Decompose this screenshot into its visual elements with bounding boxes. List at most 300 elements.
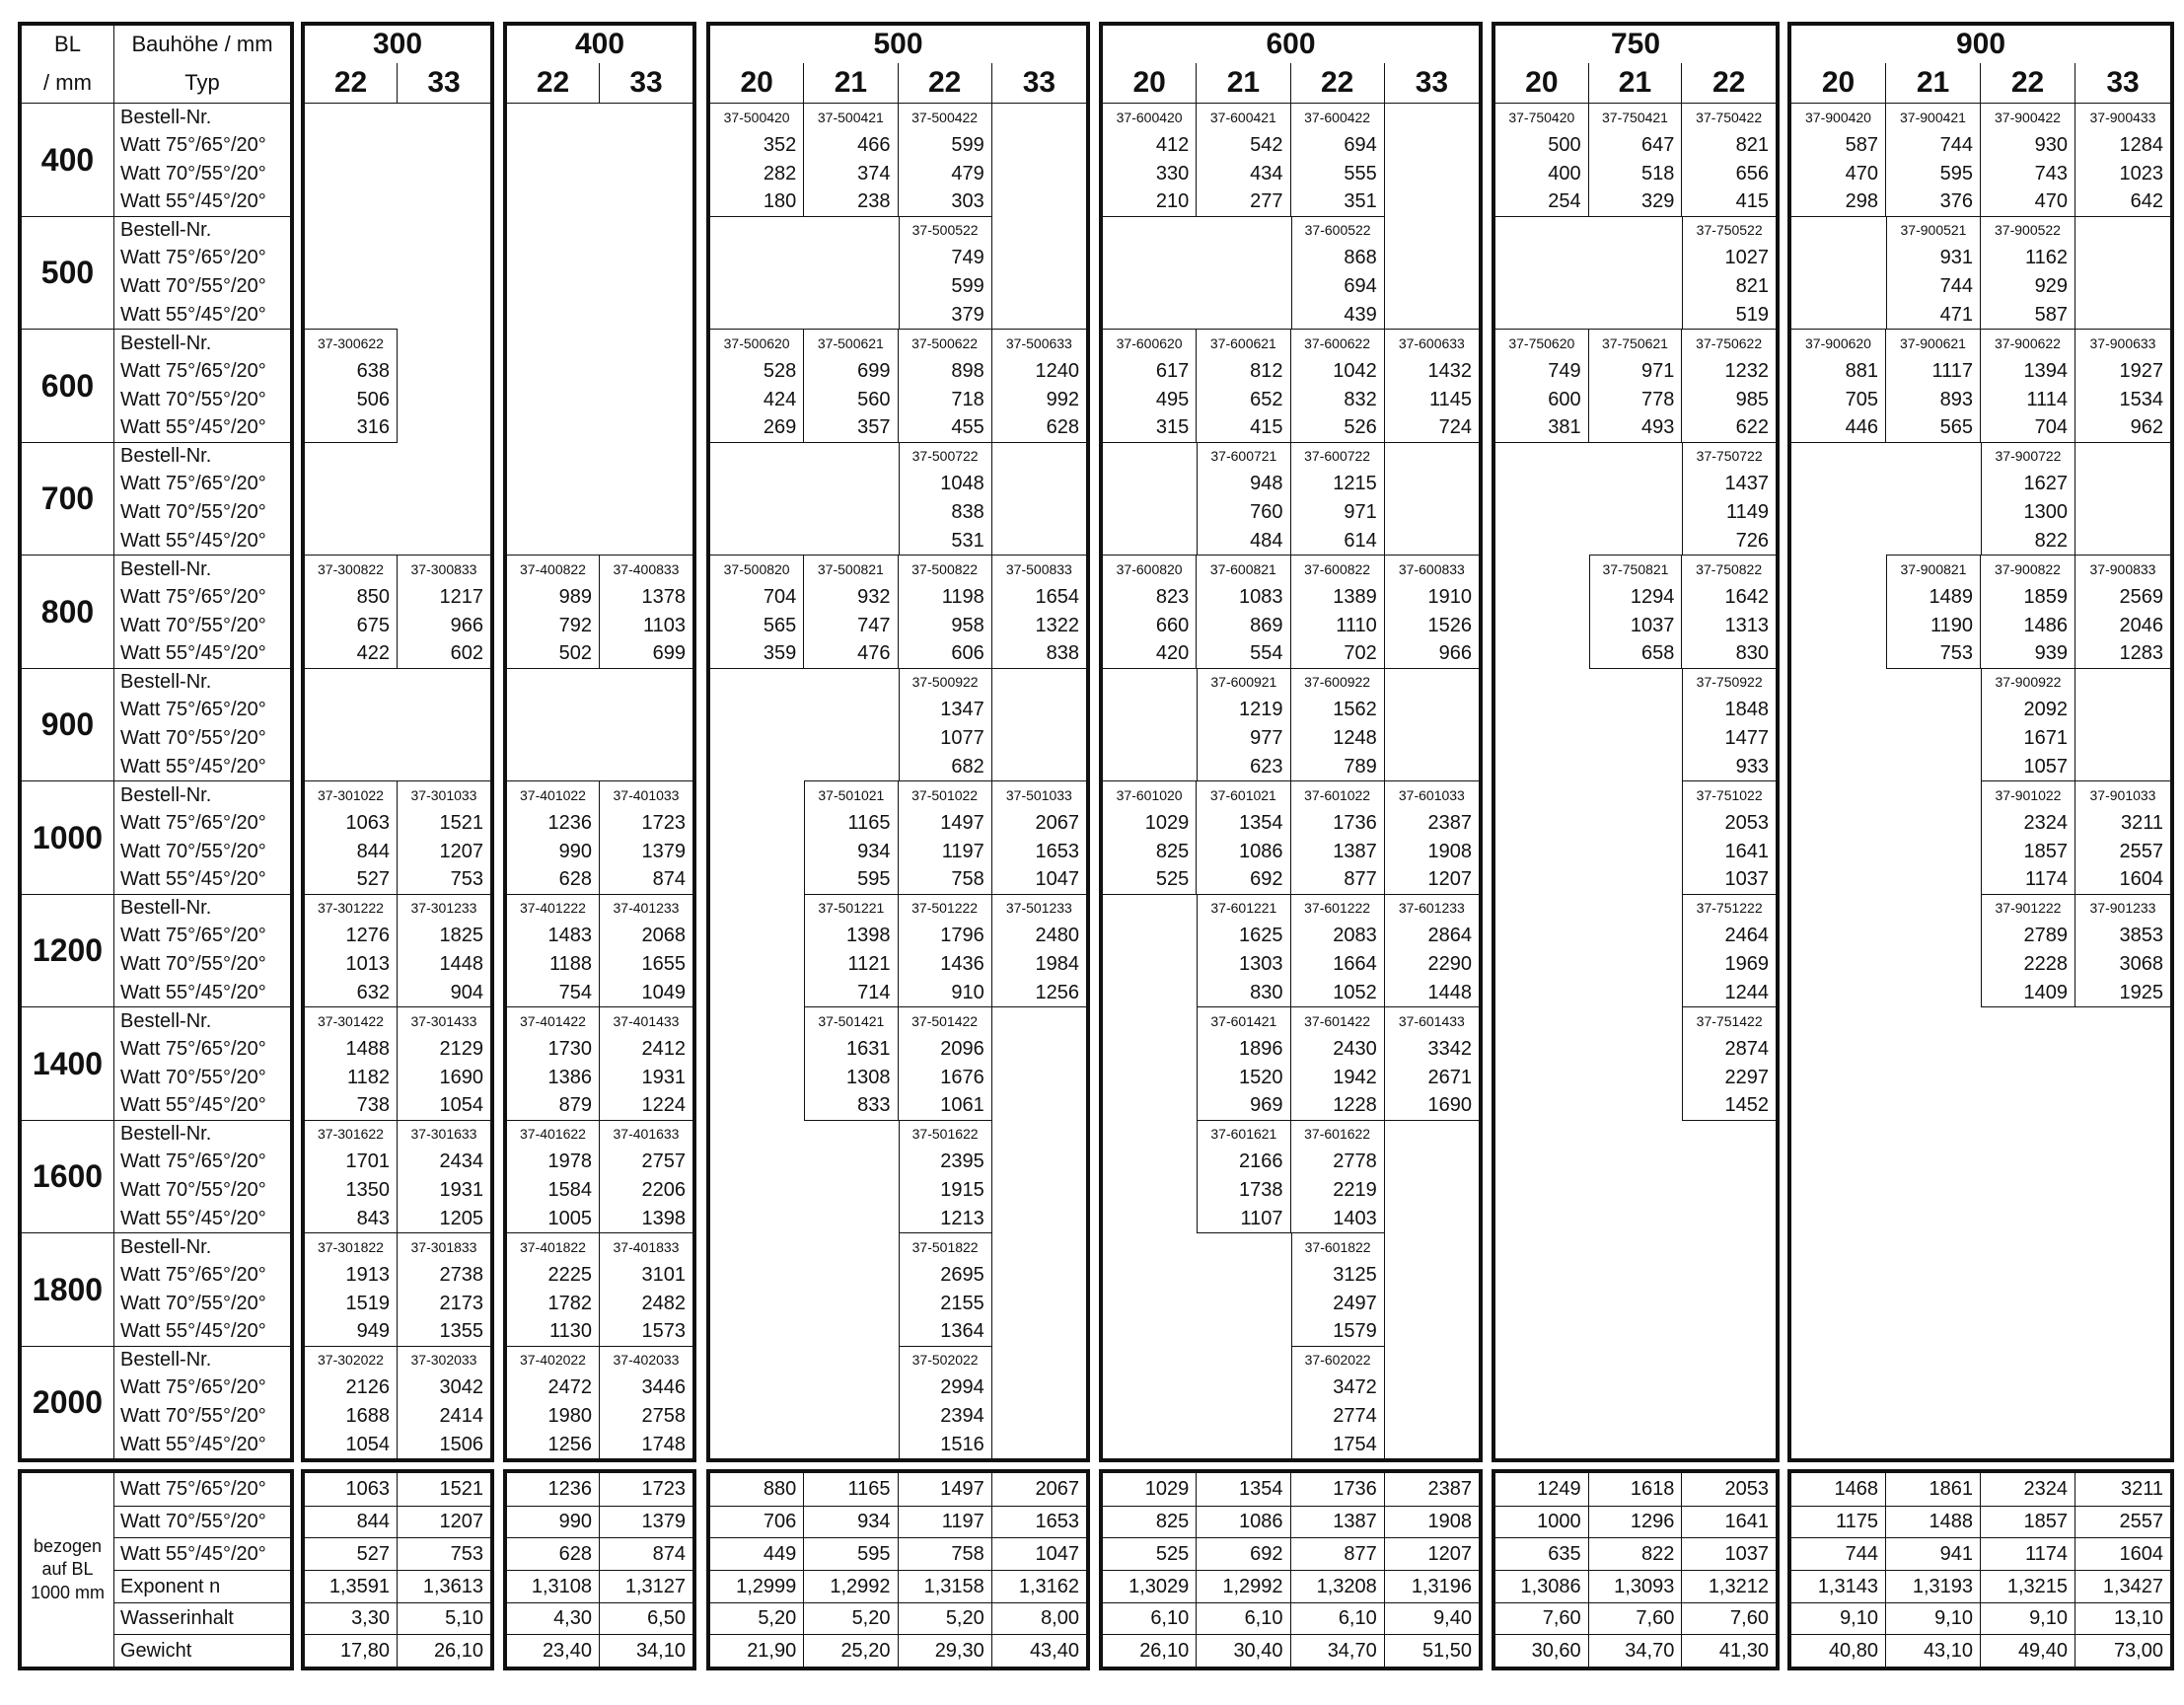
empty-cell — [1197, 1317, 1290, 1346]
summary-panel-750 — [1492, 1469, 1780, 1670]
watt-value: 1969 — [1682, 950, 1776, 979]
watt-value: 992 — [1046, 388, 1079, 410]
summary-label: Wasserinhalt — [114, 1602, 290, 1635]
watt-value: 821 — [1682, 272, 1776, 301]
summary-value: 30,60 — [1495, 1634, 1589, 1667]
bestell-label: Bestell-Nr. — [114, 1006, 290, 1035]
watt-value: 1604 — [2119, 868, 2163, 891]
height-header: 900 — [1955, 28, 2006, 60]
empty-cell — [507, 103, 600, 131]
watt-value: 1240 — [1035, 359, 1079, 382]
order-number: 37-601433 — [1385, 1006, 1479, 1035]
empty-cell — [804, 668, 898, 697]
watt-value: 2228 — [1981, 950, 2075, 979]
watt-value: 1486 — [1981, 611, 2075, 639]
empty-cell — [804, 300, 898, 329]
summary-value: 6,10 — [1291, 1602, 1385, 1635]
watt-value: 415 — [1735, 190, 1769, 213]
bl-value-2000: 2000 — [22, 1346, 114, 1459]
empty-cell — [1495, 1317, 1589, 1346]
watt-value: 1378 — [641, 585, 686, 608]
group-panel-600 — [1099, 22, 1483, 1462]
summary-value: 692 — [1197, 1537, 1290, 1570]
typ-header: Typ — [184, 70, 220, 95]
bl-value-900: 900 — [22, 668, 114, 781]
empty-cell — [992, 244, 1086, 272]
summary-value: 30,40 — [1197, 1634, 1290, 1667]
empty-cell — [1589, 950, 1683, 979]
empty-cell — [1886, 809, 1981, 838]
watt-value: 400 — [1495, 159, 1589, 187]
empty-cell — [305, 159, 398, 187]
empty-cell — [1886, 1317, 1981, 1346]
empty-cell — [1197, 1402, 1290, 1431]
empty-cell — [1385, 696, 1479, 724]
watt-label: Watt 55°/45°/20° — [120, 190, 266, 213]
empty-cell — [710, 1148, 804, 1176]
empty-cell — [1886, 1120, 1981, 1149]
empty-cell — [804, 724, 898, 753]
watt-value: 1228 — [1291, 1091, 1385, 1120]
summary-value: 1086 — [1197, 1506, 1290, 1538]
order-number: 37-600621 — [1197, 329, 1290, 357]
empty-cell — [1103, 1120, 1197, 1149]
order-number: 37-400822 — [507, 555, 600, 583]
summary-value: 822 — [1589, 1537, 1683, 1570]
watt-value: 2497 — [1291, 1289, 1385, 1317]
empty-cell — [1385, 498, 1479, 527]
watt-value: 379 — [899, 300, 992, 329]
empty-cell — [1791, 216, 1886, 245]
empty-cell — [1589, 1063, 1683, 1091]
order-number: 37-600821 — [1197, 555, 1290, 583]
empty-cell — [710, 300, 804, 329]
order-number: 37-401422 — [507, 1006, 600, 1035]
empty-cell — [507, 187, 600, 216]
watt-value: 2126 — [305, 1373, 398, 1402]
bl-value-1600: 1600 — [22, 1120, 114, 1233]
watt-value: 1782 — [507, 1289, 600, 1317]
summary-value: 34,70 — [1589, 1634, 1683, 1667]
empty-cell — [507, 159, 600, 187]
empty-cell — [1495, 1035, 1589, 1064]
summary-value: 26,10 — [1103, 1634, 1197, 1667]
empty-cell — [600, 413, 692, 442]
watt-value: 1049 — [641, 981, 686, 1003]
empty-cell — [1791, 668, 1886, 697]
group-panel-400 — [503, 22, 696, 1462]
watt-value: 642 — [2130, 190, 2163, 213]
empty-cell — [507, 498, 600, 527]
empty-cell — [2075, 1148, 2170, 1176]
watt-value: 822 — [1981, 526, 2075, 555]
summary-value: 1,3029 — [1103, 1570, 1197, 1602]
empty-cell — [1589, 442, 1683, 471]
watt-value: 2046 — [2119, 614, 2163, 636]
watt-value: 1244 — [1682, 978, 1776, 1006]
watt-value: 939 — [1981, 639, 2075, 668]
watt-value: 2206 — [641, 1179, 686, 1202]
summary-panel-500 — [706, 1469, 1090, 1670]
summary-value: 2387 — [1427, 1478, 1472, 1501]
empty-cell — [992, 216, 1086, 245]
order-number: 37-500421 — [804, 103, 898, 131]
summary-value: 1,3093 — [1589, 1570, 1683, 1602]
order-number: 37-300622 — [305, 329, 398, 357]
empty-cell — [1103, 1148, 1197, 1176]
empty-cell — [804, 470, 898, 498]
empty-cell — [600, 216, 692, 245]
watt-value: 500 — [1495, 131, 1589, 160]
empty-cell — [1791, 950, 1886, 979]
watt-value: 1655 — [641, 953, 686, 976]
watt-value: 1859 — [1981, 583, 2075, 612]
empty-cell — [804, 752, 898, 780]
watt-value: 617 — [1103, 357, 1197, 386]
empty-cell — [992, 1204, 1086, 1232]
empty-cell — [398, 498, 490, 527]
summary-value: 51,50 — [1385, 1634, 1479, 1667]
watt-value: 527 — [305, 865, 398, 894]
empty-cell — [1791, 526, 1886, 555]
order-number: 37-600922 — [1291, 668, 1385, 697]
empty-cell — [1495, 1346, 1589, 1374]
empty-cell — [1589, 865, 1683, 894]
watt-value: 838 — [899, 498, 992, 527]
empty-cell — [1791, 1232, 1886, 1261]
empty-cell — [1589, 1204, 1683, 1232]
empty-cell — [1103, 1091, 1197, 1120]
bl-header: BL — [22, 26, 114, 63]
order-number: 37-500833 — [992, 555, 1086, 583]
watt-value: 1671 — [1981, 724, 2075, 753]
empty-cell — [710, 442, 804, 471]
watt-value: 1213 — [899, 1204, 992, 1232]
empty-cell — [507, 357, 600, 386]
summary-value: 9,10 — [1791, 1602, 1886, 1635]
watt-value: 1165 — [804, 809, 898, 838]
empty-cell — [507, 470, 600, 498]
empty-cell — [1495, 216, 1589, 245]
watt-value: 1347 — [899, 696, 992, 724]
watt-value: 1256 — [1035, 981, 1079, 1003]
order-number: 37-301422 — [305, 1006, 398, 1035]
empty-cell — [305, 668, 398, 697]
empty-cell — [1886, 526, 1981, 555]
empty-cell — [710, 1091, 804, 1120]
empty-cell — [2075, 300, 2170, 329]
watt-value: 1063 — [305, 809, 398, 838]
empty-cell — [1589, 1261, 1683, 1290]
empty-cell — [992, 1346, 1086, 1374]
bestell-label: Bestell-Nr. — [114, 1346, 290, 1374]
order-number: 37-900633 — [2075, 329, 2170, 357]
empty-cell — [398, 300, 490, 329]
summary-value: 3,30 — [305, 1602, 398, 1635]
summary-value: 6,50 — [600, 1602, 692, 1635]
empty-cell — [1103, 978, 1197, 1006]
watt-value: 1057 — [1981, 752, 2075, 780]
summary-value: 874 — [600, 1537, 692, 1570]
watt-value: 1526 — [1427, 614, 1472, 636]
empty-cell — [710, 950, 804, 979]
watt-label: Watt 55°/45°/20° — [120, 642, 266, 665]
empty-cell — [1589, 1120, 1683, 1149]
summary-value: 1,3427 — [2075, 1570, 2170, 1602]
empty-cell — [305, 300, 398, 329]
order-number: 37-750922 — [1682, 668, 1776, 697]
empty-cell — [1103, 950, 1197, 979]
empty-cell — [1791, 1176, 1886, 1205]
empty-cell — [1385, 1346, 1479, 1374]
empty-cell — [992, 1091, 1086, 1120]
empty-cell — [1981, 1204, 2075, 1232]
order-number: 37-750821 — [1589, 555, 1683, 583]
summary-value: 9,10 — [1981, 1602, 2075, 1635]
watt-label: Watt 70°/55°/20° — [120, 275, 266, 298]
summary-value: 1488 — [1886, 1506, 1981, 1538]
bl-unit-header: / mm — [22, 63, 114, 103]
watt-value: 958 — [899, 611, 992, 639]
order-number: 37-901022 — [1981, 780, 2075, 809]
watt-value: 760 — [1197, 498, 1290, 527]
watt-value: 1519 — [305, 1289, 398, 1317]
watt-value: 1350 — [305, 1176, 398, 1205]
summary-value: 5,20 — [899, 1602, 992, 1635]
empty-cell — [710, 922, 804, 950]
order-number: 37-501822 — [899, 1232, 992, 1261]
empty-cell — [398, 244, 490, 272]
order-number: 37-402022 — [507, 1346, 600, 1374]
watt-value: 1738 — [1197, 1176, 1290, 1205]
empty-cell — [1589, 1373, 1683, 1402]
empty-cell — [2075, 1091, 2170, 1120]
empty-cell — [1495, 1176, 1589, 1205]
watt-value: 2738 — [439, 1263, 483, 1286]
watt-value: 1394 — [1981, 357, 2075, 386]
watt-value: 2789 — [1981, 922, 2075, 950]
watt-value: 1927 — [2119, 359, 2163, 382]
watt-value: 1754 — [1291, 1430, 1385, 1458]
summary-value: 1207 — [398, 1506, 490, 1538]
order-number: 37-600833 — [1385, 555, 1479, 583]
empty-cell — [710, 780, 804, 809]
watt-label: Watt 55°/45°/20° — [120, 529, 266, 552]
watt-value: 2774 — [1291, 1402, 1385, 1431]
empty-cell — [1981, 1148, 2075, 1176]
watt-value: 844 — [305, 837, 398, 865]
empty-cell — [1103, 696, 1197, 724]
group-panel-750 — [1492, 22, 1780, 1462]
watt-value: 2412 — [641, 1037, 686, 1060]
watt-label: Watt 55°/45°/20° — [120, 1207, 266, 1229]
empty-cell — [1981, 1176, 2075, 1205]
watt-value: 632 — [305, 978, 398, 1006]
order-number: 37-500821 — [804, 555, 898, 583]
group-panel-900 — [1787, 22, 2174, 1462]
empty-cell — [1886, 950, 1981, 979]
summary-value: 1604 — [2075, 1537, 2170, 1570]
order-number: 37-501421 — [804, 1006, 898, 1035]
empty-cell — [1791, 442, 1886, 471]
summary-value: 1,3162 — [992, 1570, 1086, 1602]
order-number: 37-500422 — [899, 103, 992, 131]
empty-cell — [992, 1176, 1086, 1205]
watt-value: 2569 — [2119, 585, 2163, 608]
summary-value: 1207 — [1385, 1537, 1479, 1570]
empty-cell — [600, 498, 692, 527]
empty-cell — [305, 272, 398, 301]
summary-value: 34,10 — [600, 1634, 692, 1667]
watt-label: Watt 70°/55°/20° — [120, 162, 266, 185]
order-number: 37-600522 — [1291, 216, 1385, 245]
empty-cell — [710, 470, 804, 498]
order-number: 37-601622 — [1291, 1120, 1385, 1149]
empty-cell — [1385, 103, 1479, 131]
empty-cell — [1682, 1204, 1776, 1232]
watt-value: 376 — [1886, 187, 1981, 216]
watt-value: 555 — [1291, 159, 1385, 187]
empty-cell — [1791, 1373, 1886, 1402]
empty-cell — [1197, 1232, 1290, 1261]
empty-cell — [804, 244, 898, 272]
empty-cell — [507, 216, 600, 245]
bestell-label: Bestell-Nr. — [114, 329, 290, 357]
type-header: 21 — [1197, 63, 1290, 103]
summary-value: 3211 — [2120, 1478, 2163, 1501]
watt-value: 1409 — [1981, 978, 2075, 1006]
watt-value: 210 — [1103, 187, 1197, 216]
empty-cell — [1981, 1346, 2075, 1374]
watt-value: 628 — [1046, 416, 1079, 439]
watt-value: 966 — [1438, 642, 1472, 665]
summary-value: 595 — [804, 1537, 898, 1570]
empty-cell — [2075, 668, 2170, 697]
type-header: 33 — [629, 66, 663, 99]
summary-value: 2067 — [1035, 1478, 1079, 1501]
empty-cell — [1886, 894, 1981, 923]
watt-value: 1654 — [1035, 585, 1079, 608]
empty-cell — [992, 752, 1086, 780]
empty-cell — [398, 696, 490, 724]
empty-cell — [1495, 922, 1589, 950]
empty-cell — [710, 696, 804, 724]
empty-cell — [2075, 752, 2170, 780]
empty-cell — [1886, 780, 1981, 809]
empty-cell — [1385, 1261, 1479, 1290]
empty-cell — [305, 442, 398, 471]
empty-cell — [1589, 696, 1683, 724]
empty-cell — [1385, 470, 1479, 498]
watt-value: 1027 — [1682, 244, 1776, 272]
empty-cell — [992, 498, 1086, 527]
watt-value: 1573 — [641, 1320, 686, 1343]
watt-value: 694 — [1291, 272, 1385, 301]
empty-cell — [1589, 1176, 1683, 1205]
watt-value: 1848 — [1682, 696, 1776, 724]
watt-value: 1723 — [641, 811, 686, 834]
empty-cell — [1495, 865, 1589, 894]
watt-label: Watt 70°/55°/20° — [120, 1179, 266, 1202]
empty-cell — [992, 1063, 1086, 1091]
watt-value: 595 — [804, 865, 898, 894]
empty-cell — [600, 272, 692, 301]
summary-value: 41,30 — [1682, 1634, 1776, 1667]
empty-cell — [1791, 1289, 1886, 1317]
empty-cell — [1197, 300, 1290, 329]
empty-cell — [1197, 1346, 1290, 1374]
watt-label: Watt 75°/65°/20° — [120, 1150, 266, 1173]
bestell-label: Bestell-Nr. — [114, 894, 290, 923]
order-number: 37-750622 — [1682, 329, 1776, 357]
watt-value: 1083 — [1197, 583, 1290, 612]
watt-value: 1283 — [2119, 642, 2163, 665]
summary-value: 5,20 — [804, 1602, 898, 1635]
order-number: 37-501222 — [899, 894, 992, 923]
summary-value: 758 — [899, 1537, 992, 1570]
watt-value: 495 — [1103, 385, 1197, 413]
empty-cell — [804, 1373, 898, 1402]
watt-value: 1796 — [899, 922, 992, 950]
summary-value: 1653 — [992, 1506, 1086, 1538]
watt-value: 1198 — [899, 583, 992, 612]
watt-value: 1294 — [1589, 583, 1683, 612]
empty-cell — [992, 131, 1086, 160]
order-number: 37-500522 — [899, 216, 992, 245]
empty-cell — [1495, 1120, 1589, 1149]
watt-label: Watt 70°/55°/20° — [120, 1292, 266, 1314]
watt-value: 1579 — [1291, 1317, 1385, 1346]
empty-cell — [1791, 1346, 1886, 1374]
watt-value: 628 — [507, 865, 600, 894]
empty-cell — [804, 442, 898, 471]
watt-value: 1925 — [2119, 981, 2163, 1003]
order-number: 37-501233 — [992, 894, 1086, 923]
watt-value: 2695 — [899, 1261, 992, 1290]
watt-value: 374 — [804, 159, 898, 187]
watt-label: Watt 75°/65°/20° — [120, 925, 266, 947]
watt-value: 3068 — [2119, 953, 2163, 976]
summary-panel-300 — [301, 1469, 494, 1670]
summary-value: 5,10 — [398, 1602, 490, 1635]
summary-value: 825 — [1103, 1506, 1197, 1538]
watt-value: 1534 — [2119, 388, 2163, 410]
watt-value: 1308 — [804, 1063, 898, 1091]
watt-value: 2297 — [1682, 1063, 1776, 1091]
watt-value: 1174 — [1981, 865, 2075, 894]
empty-cell — [1197, 1289, 1290, 1317]
empty-cell — [804, 526, 898, 555]
empty-cell — [804, 1317, 898, 1346]
watt-value: 180 — [710, 187, 804, 216]
watt-value: 2219 — [1291, 1176, 1385, 1205]
empty-cell — [1791, 696, 1886, 724]
empty-cell — [804, 1402, 898, 1431]
empty-cell — [1886, 865, 1981, 894]
watt-value: 2414 — [439, 1405, 483, 1428]
order-number: 37-601020 — [1103, 780, 1197, 809]
watt-value: 738 — [305, 1091, 398, 1120]
order-number: 37-600822 — [1291, 555, 1385, 583]
watt-value: 1023 — [2119, 162, 2163, 185]
order-number: 37-750422 — [1682, 103, 1776, 131]
watt-value: 1497 — [899, 809, 992, 838]
watt-value: 1432 — [1427, 359, 1472, 382]
type-header: 22 — [1981, 63, 2075, 103]
watt-value: 506 — [305, 385, 398, 413]
empty-cell — [398, 385, 490, 413]
order-number: 37-600921 — [1197, 668, 1290, 697]
